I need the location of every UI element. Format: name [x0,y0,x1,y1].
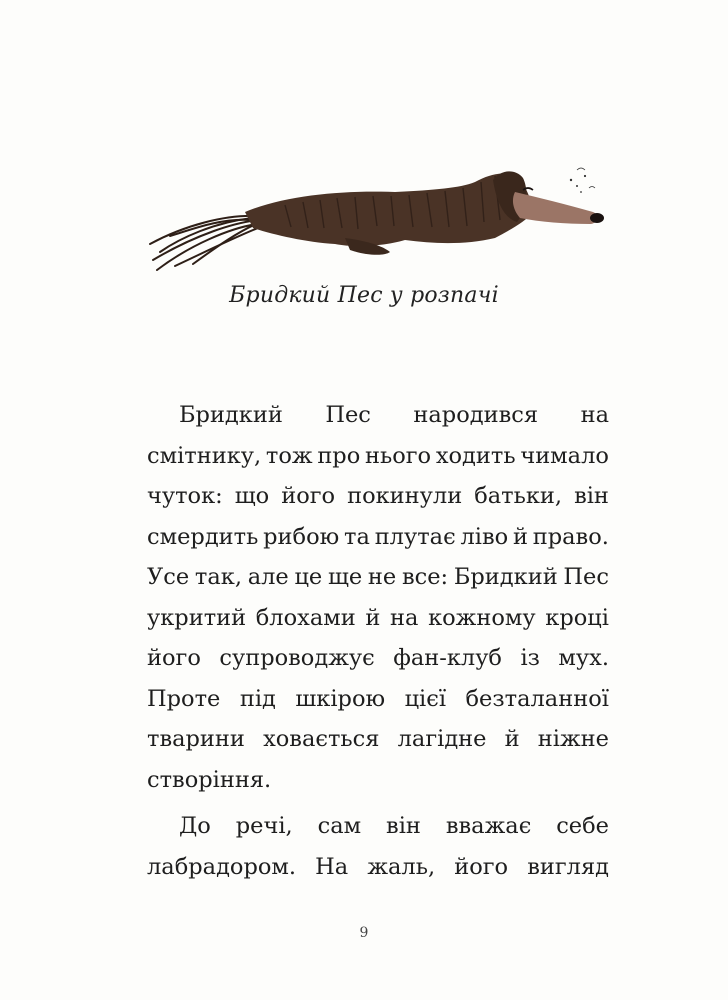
word: не [367,564,397,590]
word: блохами [255,604,356,631]
word: на [580,402,609,428]
word: речі, [235,813,293,839]
text-line [147,847,609,888]
word: цієї [404,685,447,712]
word: вигляд [527,853,609,880]
word: лагідне [397,726,487,752]
text-line [147,557,609,598]
word: Пес [325,402,371,428]
text-line [147,719,609,760]
word: Бридкий [453,564,558,590]
word: кожному [428,604,536,631]
dog-illustration [145,160,615,275]
word: й [512,523,528,550]
word: це [294,564,323,590]
dog-tail [150,216,263,270]
text-line [147,598,609,639]
word: Пес [563,564,609,590]
word: та [344,523,370,550]
word: й [365,604,381,631]
text-line [147,476,609,517]
word: й [504,726,520,752]
word: смердить [147,523,259,550]
word: нього [364,442,432,469]
word: ще [327,564,363,590]
word: тож [265,442,313,469]
dog-eye [523,188,533,190]
flies [570,168,595,193]
word: смітнику, [147,442,262,469]
word: фан-клуб [393,645,502,671]
word: про [317,442,361,469]
word: чимало [520,442,609,469]
text-line [147,395,609,436]
word: ховається [263,726,380,752]
word: ходить [435,442,516,469]
word: мух. [558,645,609,671]
illustration-caption: Бридкий Пес у розпачі [229,283,499,308]
word: ніжне [537,726,609,752]
body-text [147,395,609,887]
word: рибою [263,523,340,550]
word: все: [401,564,449,590]
word: лабрадором. [147,853,297,880]
word: жаль, [367,853,436,880]
word: чуток: [147,483,223,509]
text-line [147,517,609,558]
word: безталанної [465,685,609,712]
text-line [147,436,609,477]
word: так, [194,564,242,590]
word: створіння. [147,766,272,793]
word: народився [413,402,539,428]
word: він [386,813,421,839]
word: До [179,813,211,839]
word: батьки, [474,483,563,509]
dog-body [245,174,533,246]
word: сам [317,813,362,839]
text-line [147,679,609,720]
word: на [390,604,419,631]
text-line [147,638,609,679]
word: вважає [445,813,532,839]
word: супроводжує [219,645,375,671]
word: під [239,685,276,712]
word: із [520,645,540,671]
word: укритий [147,604,247,631]
text-line [147,806,609,847]
dog-nose [590,213,604,223]
word: право. [532,523,609,550]
word: але [247,564,289,590]
word: тварини [147,726,245,752]
word: На [315,853,349,880]
word: його [147,645,201,671]
page-number: 9 [359,925,369,941]
word: Проте [147,685,221,712]
word: його [454,853,509,880]
word: він [574,483,609,509]
word: себе [556,813,609,839]
word: покинули [347,483,463,509]
word: Бридкий [179,402,283,428]
word: плутає [374,523,456,550]
word: ліво [460,523,509,550]
text-line [147,760,609,801]
word: кроці [545,604,609,631]
word: шкірою [295,685,386,712]
word: його [281,483,336,509]
word: Усе [147,564,190,590]
word: що [234,483,270,509]
